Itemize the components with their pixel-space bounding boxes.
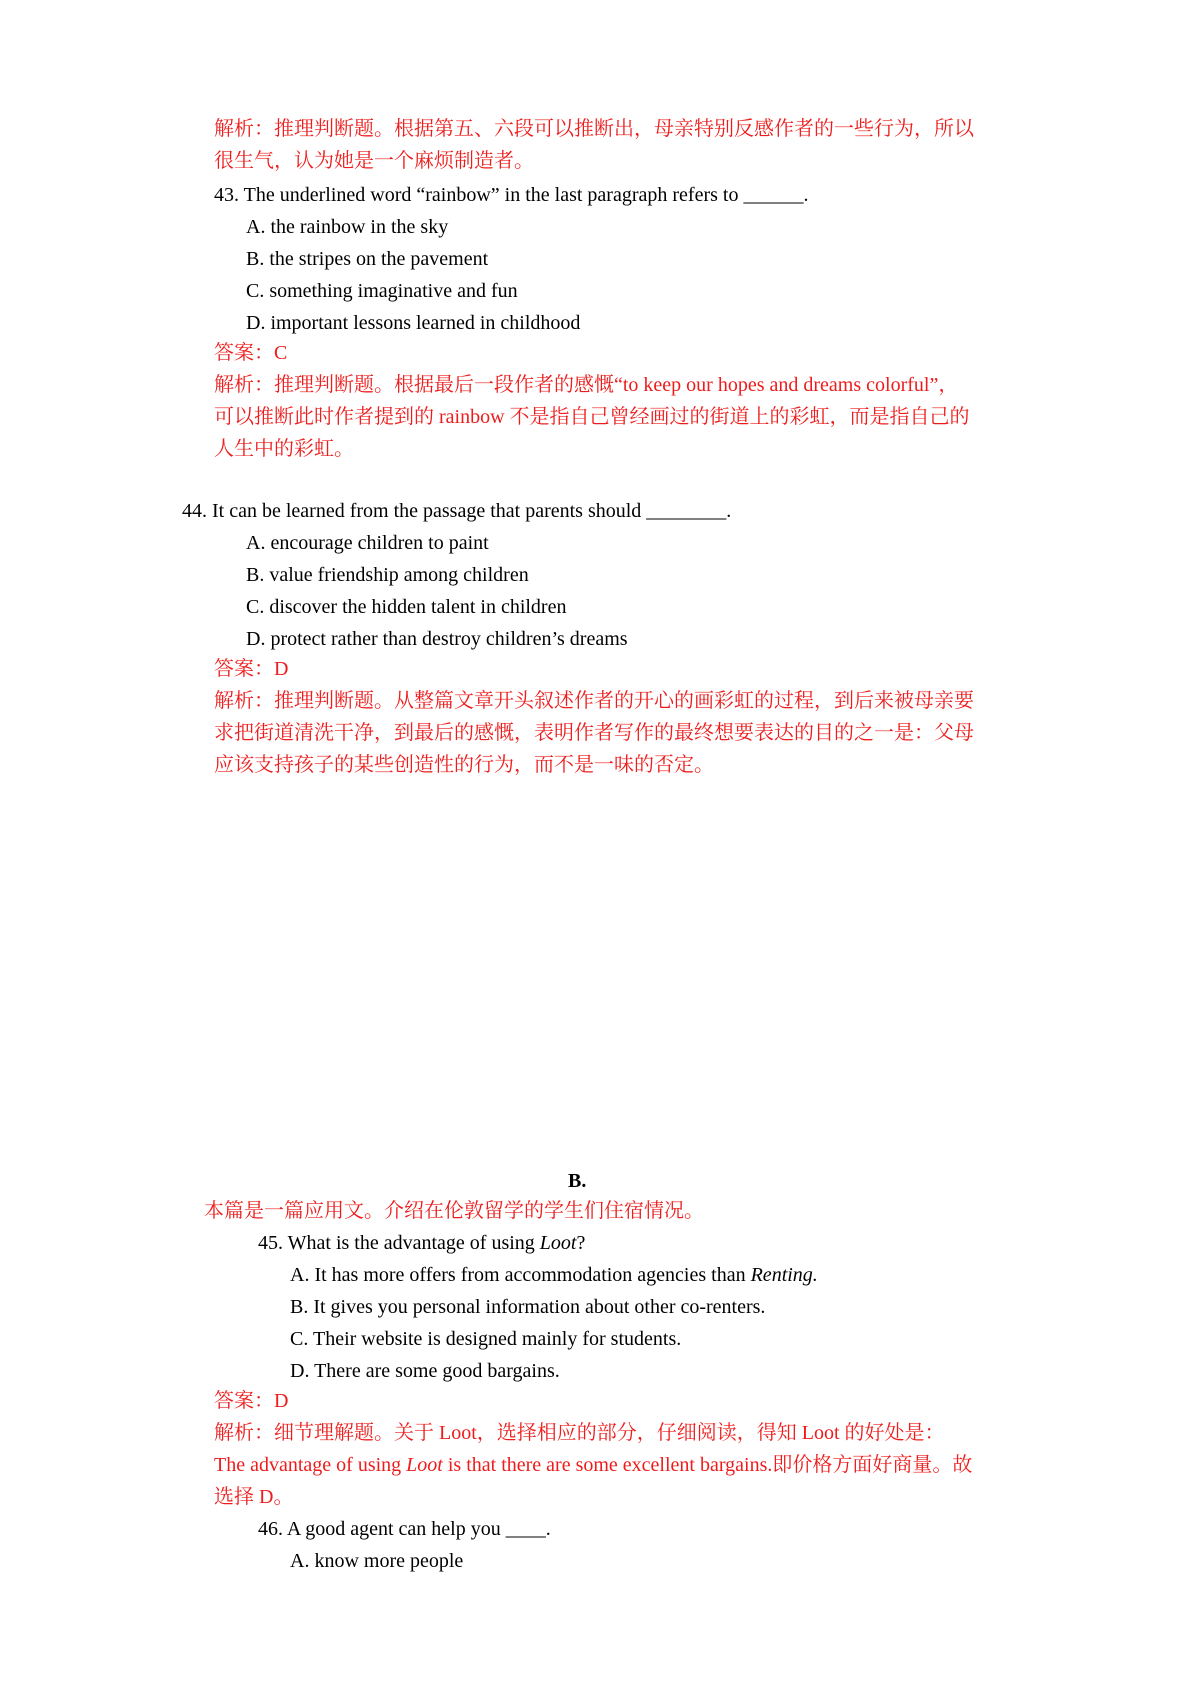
q43-option-c: C. something imaginative and fun (246, 280, 518, 302)
q43-answer: 答案：C (214, 342, 288, 364)
q45-stem: 45. What is the advantage of using Loot? (258, 1232, 586, 1254)
q45-option-b: B. It gives you personal information about other co-renters. (290, 1296, 766, 1318)
q44-analysis-line-3: 应该支持孩子的某些创造性的行为，而不是一味的否定。 (214, 754, 714, 776)
q44-stem: 44. It can be learned from the passage that parents should ________. (182, 500, 732, 522)
q43-option-a: A. the rainbow in the sky (246, 216, 449, 238)
q44-analysis-line-2: 求把街道清洗干净，到最后的感慨，表明作者写作的最终想要表达的目的之一是：父母 (214, 722, 974, 744)
q45-analysis-line-2: The advantage of using Loot is that there are some excellent bargains.即价格方面好商量。故 (214, 1454, 973, 1476)
q42-analysis-line-1: 解析：推理判断题。根据第五、六段可以推断出，母亲特别反感作者的一些行为，所以 (214, 118, 974, 140)
q46-option-a: A. know more people (290, 1550, 464, 1572)
q44-option-c: C. discover the hidden talent in children (246, 596, 567, 618)
q43-option-d: D. important lessons learned in childhood (246, 312, 581, 334)
q43-stem: 43. The underlined word “rainbow” in the last paragraph refers to ______. (214, 184, 809, 206)
q45-option-c: C. Their website is designed mainly for students. (290, 1328, 682, 1350)
q45-option-a: A. It has more offers from accommodation agencies than Renting. (290, 1264, 818, 1286)
q45-answer: 答案：D (214, 1390, 289, 1412)
section-b-intro: 本篇是一篇应用文。介绍在伦敦留学的学生们住宿情况。 (204, 1200, 704, 1222)
q42-analysis-line-2: 很生气，认为她是一个麻烦制造者。 (214, 150, 534, 172)
q45-analysis-line-1: 解析：细节理解题。关于 Loot，选择相应的部分，仔细阅读，得知 Loot 的好处是： (214, 1422, 945, 1444)
q44-option-d: D. protect rather than destroy children’s dreams (246, 628, 628, 650)
q44-option-a: A. encourage children to paint (246, 532, 489, 554)
q45-option-d: D. There are some good bargains. (290, 1360, 560, 1382)
q46-stem: 46. A good agent can help you ____. (258, 1518, 551, 1540)
q43-analysis-line-2: 可以推断此时作者提到的 rainbow 不是指自己曾经画过的街道上的彩虹，而是指自己的 (214, 406, 970, 428)
q44-answer: 答案：D (214, 658, 289, 680)
q44-analysis-line-1: 解析：推理判断题。从整篇文章开头叙述作者的开心的画彩虹的过程，到后来被母亲要 (214, 690, 974, 712)
q43-analysis-line-1: 解析：推理判断题。根据最后一段作者的感慨“to keep our hopes and dreams colorful”， (214, 374, 959, 396)
q43-analysis-line-3: 人生中的彩虹。 (214, 438, 354, 460)
q43-option-b: B. the stripes on the pavement (246, 248, 489, 270)
q44-option-b: B. value friendship among children (246, 564, 529, 586)
section-b-heading: B. (568, 1170, 587, 1192)
q45-analysis-line-3: 选择 D。 (214, 1486, 294, 1508)
